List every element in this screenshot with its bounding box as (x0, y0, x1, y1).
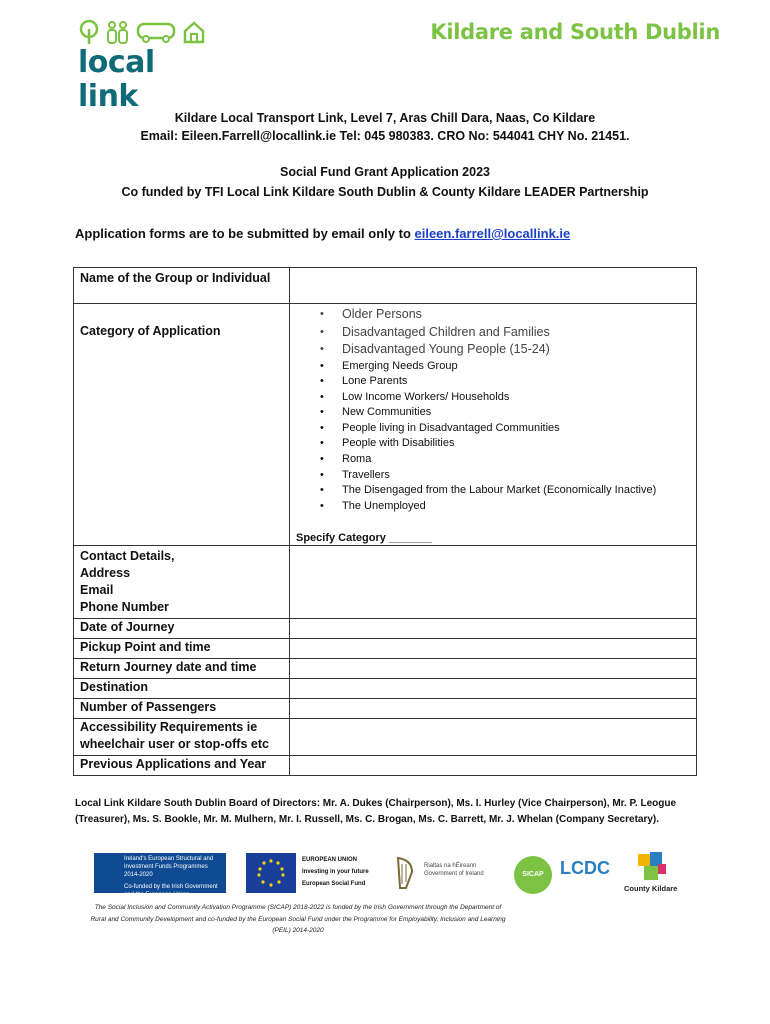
county-kildare-label: County Kildare (624, 884, 678, 893)
list-item: • Roma (342, 452, 696, 468)
destination-field[interactable] (290, 679, 697, 699)
table-row (74, 546, 697, 619)
tree-icon (78, 20, 100, 44)
people-icon (106, 20, 130, 44)
region-title: Kildare and South Dublin (430, 20, 720, 44)
sicap-logo: SICAP (514, 856, 552, 894)
county-kildare-icon (634, 850, 670, 882)
submission-email-link[interactable]: eileen.farrell@locallink.ie (414, 226, 571, 241)
table-row (74, 719, 697, 756)
submission-instruction (75, 226, 570, 241)
group-name-field[interactable] (290, 268, 697, 304)
accessibility-field[interactable] (290, 719, 697, 756)
list-item: • Older Persons (342, 306, 696, 324)
government-text: Rialtas na hÉireann Government of Ireland (424, 863, 484, 877)
submission-text: Application forms are to be submitted by email only to (75, 226, 415, 241)
table-row (74, 304, 697, 546)
category-field[interactable] (290, 304, 697, 546)
table-row (74, 659, 697, 679)
esif-logo (94, 853, 226, 898)
list-item: • Disadvantaged Young People (15-24) (342, 341, 696, 359)
esif-text: Ireland's European Structural and Investment Funds Programmes 2014-2020 (124, 856, 214, 878)
list-item: • Low Income Workers/ Households (342, 390, 696, 406)
application-form-table (73, 267, 697, 776)
category-label: Category of Application (74, 304, 290, 546)
logo-text: local link (78, 45, 155, 114)
sicap-caption: The Social Inclusion and Community Activation Programme (SICAP) 2018-2022 is funded by the Irish Government through the Department of Rural and Community Development and co-funded by the European Social Fund under the Programme for Employability, Inclusion and Learning (PEIL) 2014-2020 (90, 904, 506, 934)
bus-icon (136, 20, 176, 44)
local-link-logo (78, 20, 218, 114)
contact-line-4: Phone Number (80, 600, 169, 614)
list-item: • The Unemployed (342, 499, 696, 515)
document-subtitle: Co funded by TFI Local Link Kildare South Dublin & County Kildare LEADER Partnership (121, 185, 649, 199)
table-row (74, 679, 697, 699)
funding-logos (94, 850, 714, 898)
passengers-label: Number of Passengers (74, 699, 290, 719)
board-of-directors: Local Link Kildare South Dublin Board of Directors: Mr. A. Dukes (Chairperson), Ms. I. Hurley (Vice Chairperson), Mr. P. Leogue (Treasurer), Ms. S. Bookle, Mr. M. Mulhern, Mr. I. Russell, Ms. C. Brogan, Ms. C. Barrett, Mr. J. Whelan (Company Secretary). (75, 798, 677, 825)
specify-category-field[interactable]: Specify Category _______ (296, 532, 432, 545)
list-item: • People living in Disadvantaged Communities (342, 421, 696, 437)
list-item: • New Communities (342, 405, 696, 421)
table-row (74, 268, 697, 304)
accessibility-label: Accessibility Requirements ie wheelchair user or stop-offs etc (74, 719, 290, 756)
contact-line-2: Address (80, 566, 131, 580)
contact-details-label (74, 546, 290, 619)
list-item: • Travellers (342, 468, 696, 484)
pickup-label: Pickup Point and time (74, 639, 290, 659)
eu-title: EUROPEAN UNION (302, 857, 358, 863)
contact-details-field[interactable] (290, 546, 697, 619)
lcdc-logo: LCDC (560, 858, 610, 878)
group-name-label: Name of the Group or Individual (74, 268, 290, 304)
eu-text (302, 854, 382, 890)
destination-label: Destination (74, 679, 290, 699)
passengers-field[interactable] (290, 699, 697, 719)
eu-flag-icon (246, 853, 296, 893)
date-label: Date of Journey (74, 619, 290, 639)
table-row (74, 699, 697, 719)
list-item: • The Disengaged from the Labour Market (Economically Inactive) (342, 483, 696, 499)
contact-line: Email: Eileen.Farrell@locallink.ie Tel: 045 980383. CRO No: 544041 CHY No. 21451. (140, 129, 630, 143)
document-title: Social Fund Grant Application 2023 (280, 165, 490, 179)
date-field[interactable] (290, 619, 697, 639)
harp-icon (394, 856, 416, 890)
list-item: • Lone Parents (342, 374, 696, 390)
esif-subtext: Co-funded by the Irish Government and the European Union (124, 884, 218, 898)
pickup-field[interactable] (290, 639, 697, 659)
previous-applications-field[interactable] (290, 756, 697, 776)
house-icon (182, 20, 206, 44)
list-item: • People with Disabilities (342, 436, 696, 452)
address-line: Kildare Local Transport Link, Level 7, Aras Chill Dara, Naas, Co Kildare (174, 111, 596, 125)
return-field[interactable] (290, 659, 697, 679)
table-row (74, 639, 697, 659)
contact-line-1: Contact Details, (80, 549, 175, 563)
contact-line-3: Email (80, 583, 114, 597)
previous-applications-label: Previous Applications and Year (74, 756, 290, 776)
table-row (74, 619, 697, 639)
eu-fund: European Social Fund (302, 881, 366, 887)
eu-subtitle: Investing in your future (302, 869, 369, 875)
list-item: • Emerging Needs Group (342, 359, 696, 375)
table-row (74, 756, 697, 776)
category-list (290, 306, 696, 514)
list-item: • Disadvantaged Children and Families (342, 324, 696, 342)
return-label: Return Journey date and time (74, 659, 290, 679)
